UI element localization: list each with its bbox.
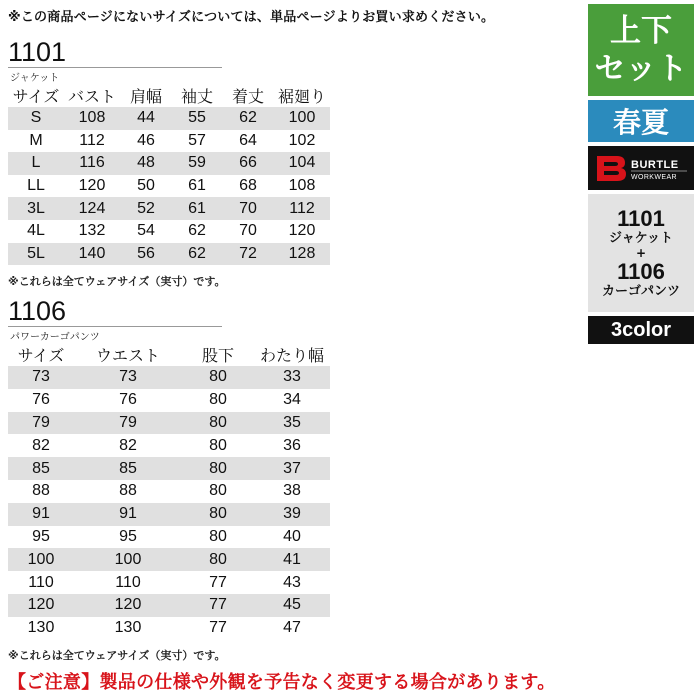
table-cell: 100 bbox=[74, 548, 182, 571]
table-cell: 108 bbox=[288, 177, 316, 195]
table-cell: 70 bbox=[222, 197, 274, 220]
plus-sign: + bbox=[635, 245, 647, 260]
table-cell: 47 bbox=[283, 619, 301, 637]
table-row bbox=[8, 457, 330, 480]
table-cell: 5L bbox=[8, 243, 64, 266]
column-header: バスト bbox=[67, 89, 116, 106]
table-cell: 102 bbox=[288, 131, 316, 149]
table-row bbox=[8, 130, 330, 153]
table-cell: 112 bbox=[274, 197, 330, 220]
table-cell: 80 bbox=[182, 503, 254, 526]
table-cell: 124 bbox=[64, 197, 120, 220]
table-cell: 104 bbox=[274, 152, 330, 175]
table-cell: 82 bbox=[32, 436, 50, 454]
table-cell: 64 bbox=[239, 131, 257, 149]
column-header: 袖丈 bbox=[180, 89, 213, 106]
table-row bbox=[8, 434, 330, 457]
column-header: 裾廻り bbox=[277, 89, 326, 106]
table-cell: 77 bbox=[209, 573, 227, 591]
table-cell: 55 bbox=[172, 107, 222, 130]
pants-name: パワーカーゴパンツ bbox=[10, 332, 100, 343]
table-cell: 140 bbox=[64, 243, 120, 266]
table-row bbox=[8, 152, 330, 175]
table-cell: 82 bbox=[119, 436, 137, 454]
table-cell: 95 bbox=[32, 527, 50, 545]
item2-number: 1106 bbox=[617, 258, 665, 284]
table-cell: 76 bbox=[32, 391, 50, 409]
table-row bbox=[8, 220, 330, 243]
table-cell: 70 bbox=[239, 222, 257, 240]
brand-logo bbox=[588, 146, 694, 190]
table-cell: 62 bbox=[222, 107, 274, 130]
table-cell: L bbox=[8, 152, 64, 175]
table-cell: 45 bbox=[254, 594, 330, 617]
column-header: 股下 bbox=[201, 348, 234, 365]
table-cell: 88 bbox=[32, 482, 50, 500]
table-cell: M bbox=[29, 131, 43, 149]
set-items-box bbox=[588, 194, 694, 312]
table-cell: 77 bbox=[209, 619, 227, 637]
table-row bbox=[8, 548, 330, 571]
color-count-badge: 3color bbox=[588, 316, 694, 344]
table-cell: 79 bbox=[74, 412, 182, 435]
table-row bbox=[8, 175, 330, 198]
table-cell: 33 bbox=[254, 366, 330, 389]
table-cell: 50 bbox=[137, 177, 155, 195]
table-cell: 110 bbox=[115, 573, 141, 591]
table-cell: 120 bbox=[78, 177, 106, 195]
table-cell: 110 bbox=[28, 573, 54, 591]
change-warning: 【ご注意】製品の仕様や外観を予告なく変更する場合があります。 bbox=[8, 672, 556, 693]
table-cell: 56 bbox=[120, 243, 172, 266]
table-cell: 108 bbox=[64, 107, 120, 130]
item1-name: ジャケット bbox=[608, 230, 674, 246]
table-cell: 91 bbox=[74, 503, 182, 526]
table-cell: 34 bbox=[283, 391, 301, 409]
table-cell: 128 bbox=[274, 243, 330, 266]
table-cell: 73 bbox=[74, 366, 182, 389]
table-row bbox=[8, 366, 330, 389]
pants-title-divider bbox=[8, 326, 222, 327]
set-label-line2: セット bbox=[594, 51, 688, 87]
burtle-logo-icon bbox=[591, 150, 691, 186]
item2-name: カーゴパンツ bbox=[601, 283, 680, 299]
table-cell: 44 bbox=[120, 107, 172, 130]
size-availability-notice: ※この商品ページにないサイズについては、単品ページよりお買い求めください。 bbox=[8, 10, 495, 25]
table-row bbox=[8, 107, 330, 130]
table-cell: 52 bbox=[120, 197, 172, 220]
table-cell: 35 bbox=[254, 412, 330, 435]
table-row bbox=[8, 197, 330, 220]
table-row bbox=[8, 480, 330, 503]
logo-brand-text: BURTLE bbox=[631, 159, 679, 171]
table-cell: 62 bbox=[188, 222, 206, 240]
season-badge: 春夏 bbox=[588, 100, 694, 142]
table-cell: 130 bbox=[27, 619, 55, 637]
pants-size-table bbox=[8, 343, 330, 640]
table-cell: 43 bbox=[283, 573, 301, 591]
jacket-model-number: 1101 bbox=[8, 37, 67, 67]
table-cell: 73 bbox=[8, 366, 74, 389]
table-cell: 116 bbox=[64, 152, 120, 175]
table-row bbox=[8, 389, 330, 412]
table-cell: 120 bbox=[8, 594, 74, 617]
table-cell: 80 bbox=[209, 527, 227, 545]
table-row bbox=[8, 594, 330, 617]
table-cell: 76 bbox=[119, 391, 137, 409]
table-cell: 46 bbox=[137, 131, 155, 149]
table-cell: 80 bbox=[209, 436, 227, 454]
table-cell: 132 bbox=[78, 222, 106, 240]
table-cell: 48 bbox=[120, 152, 172, 175]
table-cell: 100 bbox=[8, 548, 74, 571]
table-cell: 39 bbox=[254, 503, 330, 526]
table-header-row bbox=[8, 84, 330, 107]
table-cell: 112 bbox=[79, 131, 105, 149]
table-cell: 54 bbox=[137, 222, 155, 240]
table-cell: 40 bbox=[283, 527, 301, 545]
table-cell: 68 bbox=[239, 177, 257, 195]
logo-sub-text: WORKWEAR bbox=[631, 174, 677, 181]
table-cell: 91 bbox=[8, 503, 74, 526]
item1-number: 1101 bbox=[617, 205, 665, 231]
table-row bbox=[8, 526, 330, 549]
table-cell: 38 bbox=[283, 482, 301, 500]
table-row bbox=[8, 243, 330, 266]
table-cell: 59 bbox=[172, 152, 222, 175]
table-cell: 66 bbox=[222, 152, 274, 175]
table-cell: 36 bbox=[283, 436, 301, 454]
table-cell: 88 bbox=[119, 482, 137, 500]
table-cell: 120 bbox=[74, 594, 182, 617]
column-header: 肩幅 bbox=[129, 89, 162, 106]
table-cell: 4L bbox=[27, 222, 45, 240]
jacket-size-table bbox=[8, 84, 330, 265]
table-header-row bbox=[8, 343, 330, 366]
set-label-line1: 上下 bbox=[610, 13, 672, 49]
table-cell: 95 bbox=[119, 527, 137, 545]
jacket-title-divider bbox=[8, 67, 222, 68]
jacket-measurement-note: ※これらは全てウェアサイズ（実寸）です。 bbox=[8, 275, 226, 288]
table-cell: 80 bbox=[209, 391, 227, 409]
table-cell: 80 bbox=[182, 366, 254, 389]
table-cell: 80 bbox=[182, 548, 254, 571]
table-cell: 57 bbox=[188, 131, 206, 149]
table-cell: 62 bbox=[172, 243, 222, 266]
jacket-name: ジャケット bbox=[10, 73, 60, 84]
table-cell: 72 bbox=[222, 243, 274, 266]
table-cell: 61 bbox=[188, 177, 206, 195]
table-cell: 41 bbox=[254, 548, 330, 571]
pants-model-number: 1106 bbox=[8, 296, 67, 326]
table-cell: 80 bbox=[209, 482, 227, 500]
set-badge bbox=[588, 4, 694, 96]
table-cell: 79 bbox=[8, 412, 74, 435]
table-cell: 85 bbox=[74, 457, 182, 480]
table-row bbox=[8, 412, 330, 435]
pants-measurement-note: ※これらは全てウェアサイズ（実寸）です。 bbox=[8, 649, 226, 662]
table-cell: LL bbox=[27, 177, 45, 195]
table-cell: 61 bbox=[172, 197, 222, 220]
table-cell: 80 bbox=[182, 457, 254, 480]
table-cell: S bbox=[8, 107, 64, 130]
table-row bbox=[8, 503, 330, 526]
table-cell: 37 bbox=[254, 457, 330, 480]
table-cell: 120 bbox=[288, 222, 316, 240]
column-header: ウエスト bbox=[95, 348, 160, 365]
table-cell: 85 bbox=[8, 457, 74, 480]
table-row bbox=[8, 617, 330, 640]
table-cell: 80 bbox=[182, 412, 254, 435]
column-header: わたり幅 bbox=[259, 348, 324, 365]
table-cell: 130 bbox=[114, 619, 142, 637]
table-cell: 100 bbox=[274, 107, 330, 130]
column-header: サイズ bbox=[12, 89, 60, 106]
table-cell: 77 bbox=[182, 594, 254, 617]
column-header: サイズ bbox=[17, 348, 65, 365]
table-cell: 3L bbox=[8, 197, 64, 220]
table-row bbox=[8, 571, 330, 594]
column-header: 着丈 bbox=[231, 89, 264, 106]
